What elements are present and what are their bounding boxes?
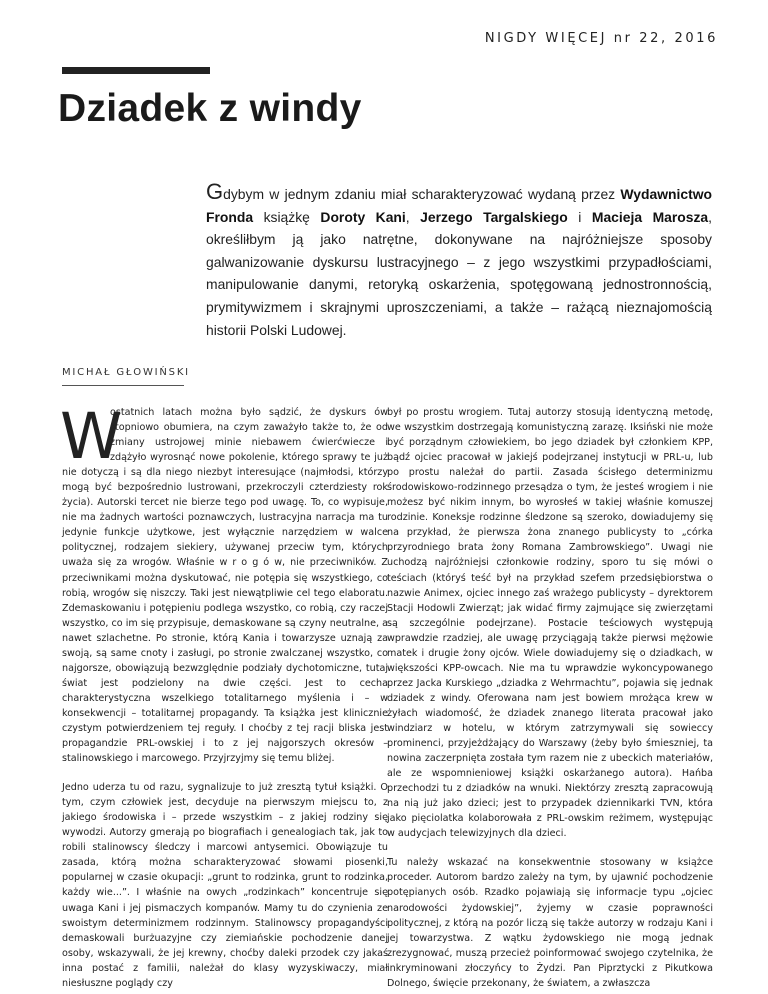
body-paragraph: Jedno uderza tu od razu, sygnalizuje to już zresztą tytuł książki. O tym, czym człowiek jest, decyduje na pierwszym miejscu to, z jakiego środowiska i – przede wszystkim – z jakiej rodziny się wywodzi. Autorzy gmerają po biografiach i genealogiach tak, jak to robili stalinowscy śledczy i marcowi antysemici. Obowiązuje tu zasada, którą można scharakteryzować słowami piosenki, popularnej w czasie okupacji: „grunt to rodzinka, grunt to rodzinka, każdy wie...”. I właśnie na owych „rodzinkach” koncentruje się uwaga Kani i jej pismaczych kompanów. Mamy tu do czynienia ze swoistym determinizmem rodzinnym. Stalinowscy propagandyści demaskowali burżuazyjne czy ziemiańskie pochodzenie danej osoby, wskazywali, że jej krewny, choćby daleki przodek czy jakaś inna postać z familii, należał do klasy wyzyskiwaczy, miał niesłuszne poglądy czy [62, 782, 388, 989]
paragraph-text: ostatnich latach można było sądzić, że dyskurs ów stopniowo obumiera, na czym zaważyło także to, że od zmiany ustrojowej minie niebawem ćwierćwiecze i zdążyło wyrosnąć nowe pokolenie, którego sprawy te już nie dotyczą i są dla niego niezbyt interesujące (najmłodsi, którzy mogą być bezpośrednio lustrowani, przekroczyli czterdziesty rok życia). Autorski tercet nie bierze tego pod uwagę. To, co wypisuje, nie ma żadnych wartości poznawczych, lustracyjna narracja ma tu jedynie funkcje użytkowe, jest wyłącznie narzędziem w walce politycznej, rodzajem siekiery, używanej przeciw tym, których uważa się za wrogów. Właśnie w r o g ó w, nie przeciwników. Z przeciwnikami można dyskutować, nie potępia się wszystkiego, co robią, wrogów się niszczy. Taki jest niewątpliwie cel tego elaboratu. Zdemaskowaniu i potępieniu podlega wszystko, co robią, czy raczej wszystko, co im się przypisuje, demaskowane są czyny neutralne, a nawet szlachetne. Po stronie, którą Kania i towarzysze uznają za swoją, są same cnoty i zasługi, po stronie zwalczanej wszystko, co najgorsze, obowiązują bezwzględnie podziały dychotomiczne, tutaj świat jest podzielony na dwie części. Jest to cecha charakterystyczna wszelkiego totalitarnego myślenia i – w konsekwencji – totalitarnej propagandy. Ta książka jest klinicznie czystym potwierdzeniem tej reguły. I choćby z tej racji bliska jest propagandzie PRL-owskiej i to z jej najgorszych okresów – stalinowskiego i marcowego. Przyjrzyjmy się temu bliżej. [62, 407, 388, 765]
book-author-name: Jerzego Targalskiego [420, 208, 568, 225]
article-lead [206, 179, 713, 341]
body-paragraph: Tu należy wskazać na konsekwentnie stosowany w książce proceder. Autorom bardzo zależy na tym, by ujawnić pochodzenie potępianych osób. Rzadko pojawiają się informacje typu „ojciec narodowości żydowskiej”, żyjemy w czasie poprawności politycznej, z którą na pozór liczą się także autorzy w rodzaju Kani i jej towarzystwa. Z wątku żydowskiego nie mogą jednak zrezygnować, muszą przecież poinformować swojego czytelnika, że inkryminowani złoczyńcy to Żydzi. Pan Piprztycki z Pikutkowa Dolnego, święcie przekonany, że światem, a zwłaszcza [387, 857, 713, 989]
article-title: Dziadek z windy [58, 87, 362, 130]
book-author-name: Macieja Marosza [591, 208, 709, 225]
body-paragraph: był po prostu wrogiem. Tutaj autorzy stosują identyczną metodę, we wszystkim dostrzegają komunistyczną zarazę. Iksiński nie może być porządnym człowiekiem, bo jego dziadek był członkiem KPP, bądź ojciec pracował w jakiejś podejrzanej instytucji w PRL-u, lub po prostu należał do partii. Zasada ścisłego determinizmu środowiskowo-rodzinnego przesądza o tym, że jesteś wrogiem i nie możesz być nikim innym, bo wyrosłeś w takiej właśnie komuszej rodzinie. Koneksje rodzinne śledzone są szeroko, dowiadujemy się na przykład, że pierwsza żona znanego publicysty to „córka przyrodniego brata żony Romana Zambrowskiego”. Uwagi nie uchodzą najróżniejsi członkowie rodziny, sporo tu się mówi o teściach (któryś teść był na przykład szefem przedsiębiorstwa o nazwie Animex, ojciec innego zaś wrażego publicysty – dyrektorem Stacji Hodowli Zwierząt; jak widać firmy zajmujące się zwierzętami są szczególnie podejrzane). Postacie teściowych występują wprawdzie rzadziej, ale uwagę przyciągają także pierwsi mężowie matek i drugie żony ojców. Wiele dowiadujemy się o dziadkach, w większości KPP-owcach. Nie ma tu wprawdzie wykoncypowanego przez Jacka Kurskiego „dziadka z Wehrmachtu”, pojawia się jednak dziadek z windy. Oferowana nam jest bowiem mrożąca krew w żyłach wiadomość, że dziadek znanego literata pracował jako windziarz w hotelu, w którym zatrzymywali się sowieccy prominenci, przyjeżdżający do Warszawy (żeby było śmieszniej, ta nowina zaczerpnięta została tym razem nie z ubeckich materiałów, ale ze wspomnieniowej książki oskarżanego autora). Hańba przechodzi tu z dziadków na wnuki. Niektórzy zresztą zapracowują na nią już jako dzieci; jest to przypadek dziennikarki TVN, która jako pięciolatka kolaborowała z PRL-owskim reżimem, występując w audycjach telewizyjnych dla dzieci. [387, 407, 713, 840]
title-rule [62, 67, 210, 74]
lead-text: , określiłbym ją jako natrętne, dokonywane na najróżniejsze sposoby galwanizowanie dyskursu lustracyjnego – z jego wszystkimi przypadłościami, manipulowanie danymi, retoryką oskarżenia, spotęgowaną jednostronnością, prymitywizmem i skrajnymi uproszczeniami, a także – rażącą nieznajomością historii Polski Ludowej. [206, 208, 713, 338]
text-column-left [60, 400, 388, 991]
lead-text: książkę [253, 208, 321, 225]
lead-initial: G [206, 179, 224, 204]
publisher-name: Wydawnictwo Fronda [206, 186, 712, 225]
byline-rule [62, 385, 184, 386]
lead-text: i [567, 208, 592, 225]
text-column-right [387, 405, 713, 991]
lead-text: , [405, 208, 421, 225]
book-author-name: Doroty Kani [320, 208, 406, 225]
body-paragraph [60, 400, 388, 766]
lead-text: dybym w jednym zdaniu miał scharakteryzować wydaną przez [223, 186, 621, 202]
author-byline: MICHAŁ GŁOWIŃSKI [62, 367, 190, 378]
running-header: NIGDY WIĘCEJ nr 22, 2016 [484, 31, 718, 46]
drop-cap: W [60, 400, 123, 473]
